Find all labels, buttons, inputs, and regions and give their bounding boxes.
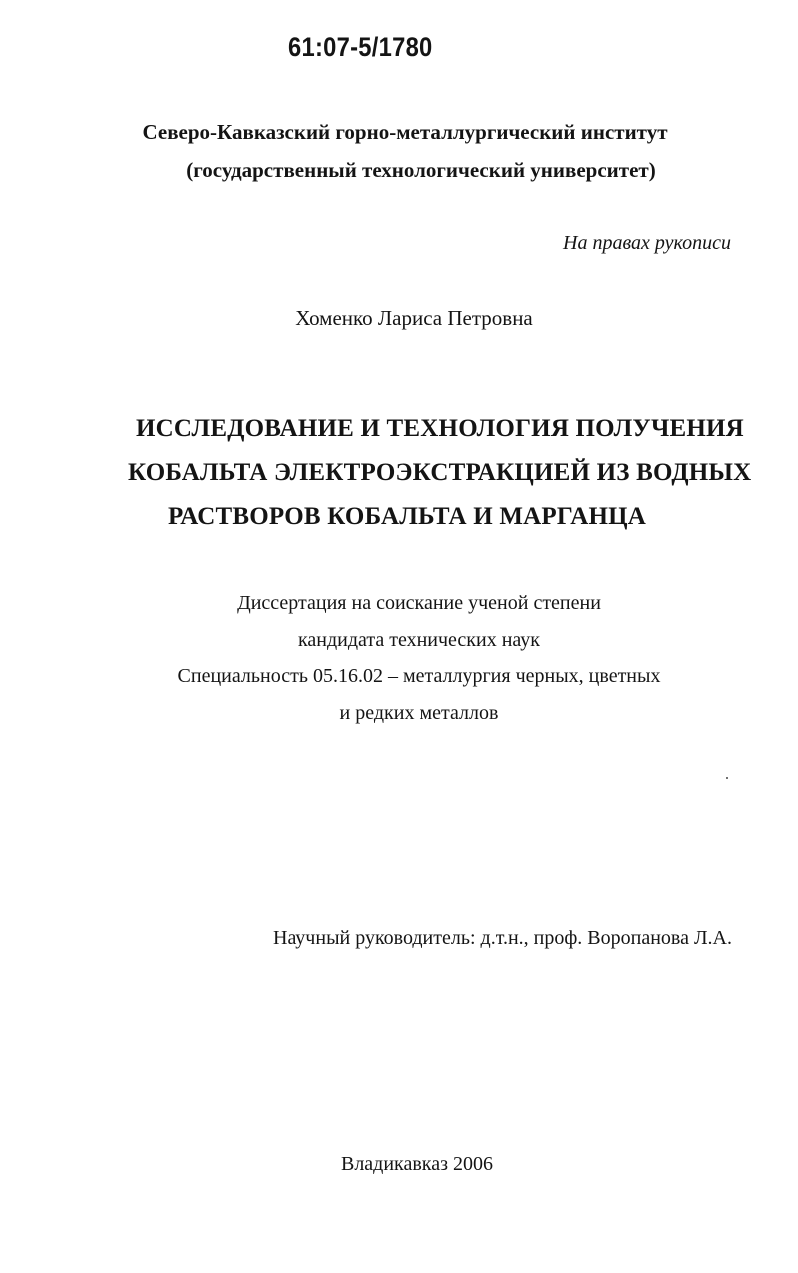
title-line-3: РАСТВОРОВ КОБАЛЬТА И МАРГАНЦА <box>168 503 647 530</box>
city-year: Владикавказ 2006 <box>340 1153 493 1175</box>
title-line-2: КОБАЛЬТА ЭЛЕКТРОЭКСТРАКЦИЕЙ ИЗ ВОДНЫХ <box>128 459 752 486</box>
institution-name: Северо-Кавказский горно-металлургический институт <box>142 120 668 144</box>
scientific-advisor: Научный руководитель: д.т.н., проф. Воропанова Л.А. <box>273 927 732 949</box>
dissertation-line-2: кандидата технических наук <box>297 629 541 651</box>
title-line-1: ИССЛЕДОВАНИЕ И ТЕХНОЛОГИЯ ПОЛУЧЕНИЯ <box>136 415 744 442</box>
scan-speck <box>726 777 728 779</box>
dissertation-line-4: и редких металлов <box>339 702 499 724</box>
institution-subtitle: (государственный технологический университет) <box>186 158 656 182</box>
dissertation-line-1: Диссертация на соискание ученой степени <box>237 592 601 614</box>
dissertation-specialty: Специальность 05.16.02 – металлургия черных, цветных <box>177 665 661 687</box>
manuscript-note: На правах рукописи <box>563 232 731 254</box>
catalog-code: 61:07-5/1780 <box>288 32 433 62</box>
author-name: Хоменко Лариса Петровна <box>295 306 533 330</box>
